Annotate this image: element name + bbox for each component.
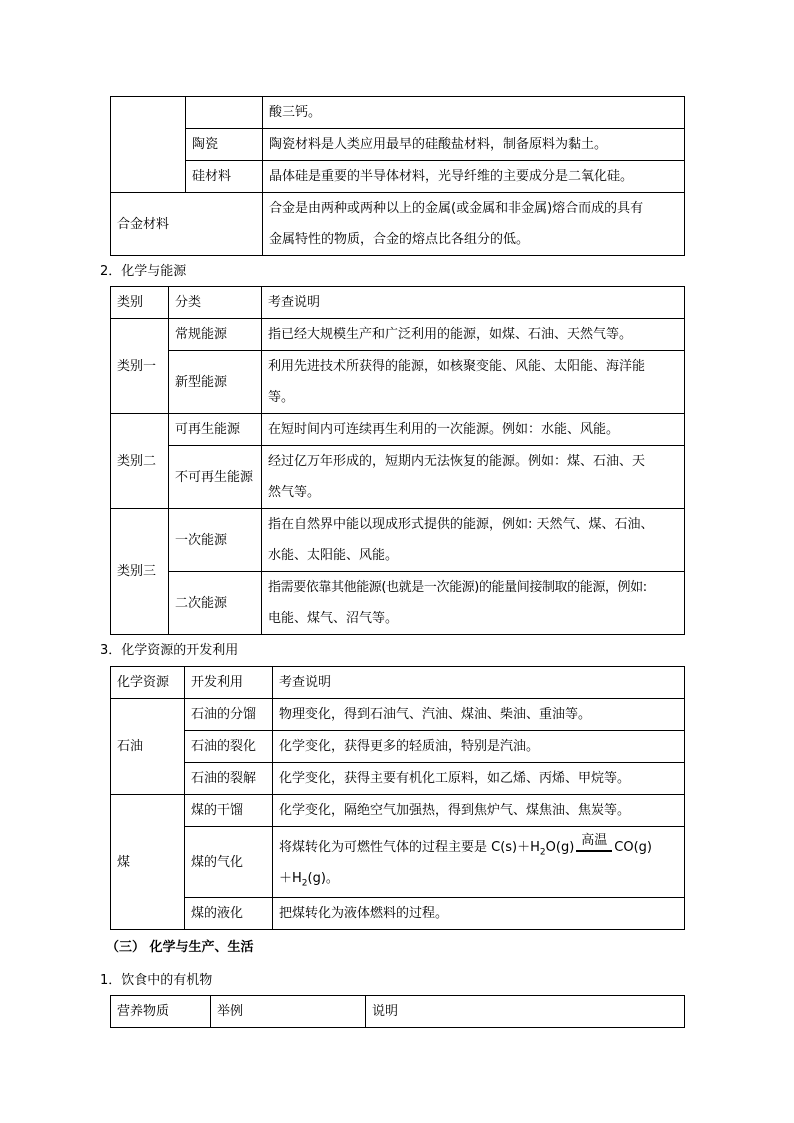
table-cell: 合金材料 (111, 193, 263, 256)
table-cell: 二次能源 (169, 572, 262, 635)
cell-line: 利用先进技术所获得的能源，如核聚变能、风能、太阳能、海洋能 (268, 359, 646, 374)
section-title: 3．化学资源的开发利用 (100, 643, 239, 658)
table-cell: 化学变化，隔绝空气加强热，得到焦炉气、煤焦油、焦炭等。 (273, 795, 685, 827)
header-cell: 营养物质 (111, 996, 211, 1028)
table-row (111, 129, 685, 161)
table-row (111, 572, 685, 635)
table-cell: 石油的裂解 (185, 763, 273, 795)
header-cell: 举例 (211, 996, 366, 1028)
table-cell (263, 193, 685, 256)
table-cell: 陶瓷 (186, 129, 263, 161)
table-row (111, 161, 685, 193)
table-cell (262, 351, 685, 414)
equation-line: 将煤转化为可燃性气体的过程主要是 $C(s)+H_2O(g)$ 高温 CO(g) (279, 831, 678, 865)
cell-line: 金属特性的物质，合金的熔点比各组分的低。 (269, 232, 530, 247)
category-cell: 类别三 (111, 509, 169, 635)
table-row (111, 319, 685, 351)
table-header-row (111, 287, 685, 319)
table-cell: 石油的分馏 (185, 699, 273, 731)
cell-line: 水能、太阳能、风能。 (268, 548, 399, 563)
table-cell: 指已经大规模生产和广泛利用的能源，如煤、石油、天然气等。 (262, 319, 685, 351)
materials-table (110, 96, 685, 256)
table-row (111, 731, 685, 763)
table-header-row (111, 667, 685, 699)
table-cell: 晶体硅是重要的半导体材料，光导纤维的主要成分是二氧化硅。 (263, 161, 685, 193)
resources-table (110, 666, 685, 930)
table-cell: 把煤转化为液体燃料的过程。 (273, 898, 685, 930)
equation-line: $+H_2(g)$。 (279, 871, 339, 889)
cell-line: 电能、煤气、沼气等。 (268, 611, 399, 626)
energy-table (110, 286, 685, 635)
table-cell: 煤的干馏 (185, 795, 273, 827)
header-cell: 开发利用 (185, 667, 273, 699)
nutrition-table (110, 995, 685, 1028)
table-cell: 一次能源 (169, 509, 262, 572)
header-cell: 化学资源 (111, 667, 185, 699)
cell-line: 指需要依靠其他能源(也就是一次能源)的能量间接制取的能源，例如: (268, 580, 647, 595)
table-cell: 酸三钙。 (263, 97, 685, 129)
table-cell: 可再生能源 (169, 414, 262, 446)
cell-line: 指在自然界中能以现成形式提供的能源，例如: 天然气、煤、石油、 (268, 517, 654, 532)
table-row (111, 414, 685, 446)
table-row (111, 795, 685, 827)
section-title: 2．化学与能源 (100, 264, 187, 279)
table-row (111, 699, 685, 731)
section-heading: （三） 化学与生产、生活 (106, 940, 254, 955)
table-cell (262, 572, 685, 635)
table-cell: 陶瓷材料是人类应用最早的硅酸盐材料，制备原料为黏土。 (263, 129, 685, 161)
header-cell: 类别 (111, 287, 169, 319)
table-row (111, 898, 685, 930)
table-cell (186, 97, 263, 129)
table-cell: 石油的裂化 (185, 731, 273, 763)
header-cell: 说明 (366, 996, 685, 1028)
table-cell: 在短时间内可连续再生利用的一次能源。例如：水能、风能。 (262, 414, 685, 446)
table-cell (262, 509, 685, 572)
table-cell: 常规能源 (169, 319, 262, 351)
table-cell: 物理变化，得到石油气、汽油、煤油、柴油、重油等。 (273, 699, 685, 731)
table-cell: 化学变化，获得更多的轻质油，特别是汽油。 (273, 731, 685, 763)
table-header-row (111, 996, 685, 1028)
reaction-arrow: 高温 (576, 834, 612, 862)
header-cell: 考查说明 (273, 667, 685, 699)
table-cell (262, 446, 685, 509)
cell-line: 等。 (268, 390, 295, 405)
table-cell: 煤的气化 (185, 827, 273, 898)
table-row (111, 193, 685, 256)
table-cell (273, 827, 685, 898)
category-cell: 类别二 (111, 414, 169, 509)
table-row (111, 509, 685, 572)
table-cell: 化学变化，获得主要有机化工原料，如乙烯、丙烯、甲烷等。 (273, 763, 685, 795)
header-cell: 考查说明 (262, 287, 685, 319)
category-cell: 类别一 (111, 319, 169, 414)
table-row (111, 763, 685, 795)
cell-line: 合金是由两种或两种以上的金属(或金属和非金属)熔合而成的具有 (269, 201, 644, 216)
table-cell: 不可再生能源 (169, 446, 262, 509)
table-row (111, 446, 685, 509)
merged-cell (111, 97, 186, 193)
resource-cell: 石油 (111, 699, 185, 795)
cell-line: 然气等。 (268, 485, 321, 500)
header-cell: 分类 (169, 287, 262, 319)
resource-cell: 煤 (111, 795, 185, 930)
table-cell: 新型能源 (169, 351, 262, 414)
table-cell: 硅材料 (186, 161, 263, 193)
table-row (111, 97, 685, 129)
table-row (111, 827, 685, 898)
section-title: 1．饮食中的有机物 (100, 973, 213, 988)
table-cell: 煤的液化 (185, 898, 273, 930)
cell-line: 经过亿万年形成的，短期内无法恢复的能源。例如：煤、石油、天 (268, 454, 646, 469)
table-row (111, 351, 685, 414)
